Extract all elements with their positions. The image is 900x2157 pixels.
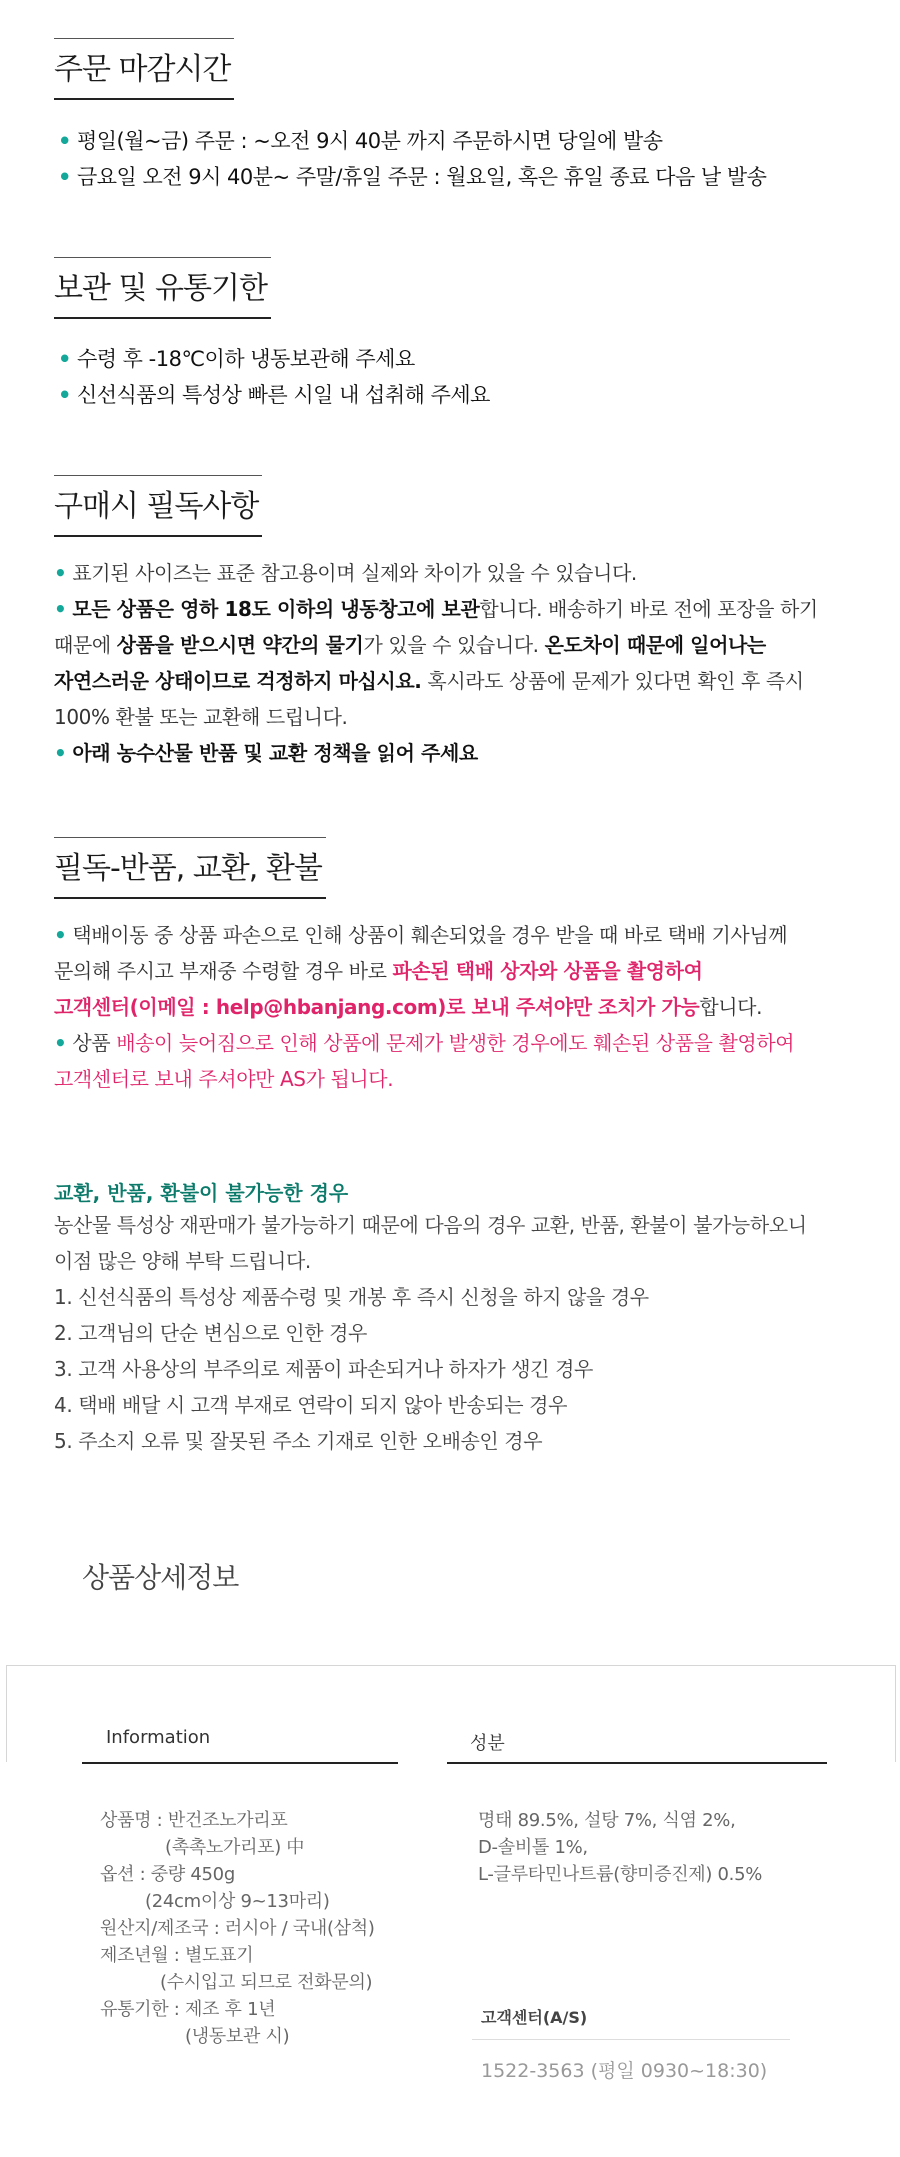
returns-text: 상품 bbox=[72, 1031, 117, 1055]
bullet-icon: • bbox=[54, 741, 67, 765]
no-return-item: 1. 신선식품의 특성상 제품수령 및 개봉 후 즉시 신청을 하지 않을 경우 bbox=[54, 1285, 649, 1309]
note-line bbox=[54, 663, 844, 699]
note-text: 혹시라도 상품에 문제가 있다면 확인 후 즉시 bbox=[421, 669, 804, 693]
returns-text: 합니다. bbox=[699, 995, 763, 1019]
product-detail-title: 상품상세정보 bbox=[82, 1561, 239, 1594]
purchase-notes-paragraph bbox=[54, 555, 844, 771]
returns-text: 택배이동 중 상품 파손으로 인해 상품이 훼손되었을 경우 받을 때 바로 택배 기사님께 bbox=[72, 923, 788, 947]
section-title-order-deadline: 주문 마감시간 bbox=[54, 44, 234, 100]
no-return-item: 4. 택배 배달 시 고객 부재로 연락이 되지 않아 반송되는 경우 bbox=[54, 1393, 568, 1417]
note-text: 표기된 사이즈는 표준 참고용이며 실제와 차이가 있을 수 있습니다. bbox=[72, 561, 637, 585]
bullet-icon: • bbox=[58, 383, 71, 407]
info-expiry: 유통기한 : 제조 후 1년 bbox=[100, 1999, 276, 2020]
returns-text-highlight: 배송이 늦어짐으로 인해 상품에 문제가 발생한 경우에도 훼손된 상품을 촬영하여 bbox=[116, 1031, 795, 1055]
returns-paragraph bbox=[54, 917, 844, 1097]
note-text: 합니다. 배송하기 바로 전에 포장을 하기 bbox=[479, 597, 818, 621]
bullet-icon: • bbox=[58, 165, 71, 189]
returns-line bbox=[54, 1061, 844, 1097]
section-title-returns: 필독-반품, 교환, 환불 bbox=[54, 843, 326, 899]
list-item-text: 신선식품의 특성상 빠른 시일 내 섭취해 주세요 bbox=[76, 383, 490, 407]
customer-center-divider bbox=[472, 2039, 790, 2040]
bullet-icon: • bbox=[54, 597, 67, 621]
note-line bbox=[54, 555, 844, 591]
ingredients-header: 성분 bbox=[470, 1733, 505, 1754]
section-title-storage: 보관 및 유통기한 bbox=[54, 263, 271, 319]
ingredient-line: D-솔비톨 1%, bbox=[478, 1837, 588, 1858]
note-text-bold: 상품을 받으시면 약간의 물기 bbox=[116, 633, 364, 657]
no-return-item: 2. 고객님의 단순 변심으로 인한 경우 bbox=[54, 1321, 367, 1345]
note-text-bold: 자연스러운 상태이므로 걱정하지 마십시요. bbox=[54, 669, 422, 693]
returns-text-highlight: 고객센터로 보내 주셔야만 AS가 됩니다. bbox=[54, 1067, 394, 1091]
list-item bbox=[58, 125, 663, 155]
returns-text: 문의해 주시고 부재중 수령할 경우 바로 bbox=[54, 959, 393, 983]
note-text-bold: 온도차이 때문에 일어나는 bbox=[544, 633, 766, 657]
list-item bbox=[58, 161, 766, 191]
information-header-rule bbox=[82, 1762, 398, 1764]
note-text: 때문에 bbox=[54, 633, 117, 657]
list-item-text: 평일(월~금) 주문 : ~오전 9시 40분 까지 주문하시면 당일에 발송 bbox=[76, 129, 663, 153]
list-item bbox=[58, 379, 490, 409]
bullet-icon: • bbox=[54, 923, 67, 947]
note-text: 100% 환불 또는 교환해 드립니다. bbox=[54, 705, 348, 729]
info-manufacture-date-sub: (수시입고 되므로 전화문의) bbox=[160, 1972, 373, 1993]
returns-line bbox=[54, 1025, 844, 1061]
information-header: Information bbox=[106, 1727, 211, 1748]
no-return-list bbox=[54, 1207, 844, 1459]
info-manufacture-date: 제조년월 : 별도표기 bbox=[100, 1945, 254, 1966]
section-title-purchase-notes: 구매시 필독사항 bbox=[54, 481, 262, 537]
ingredient-line: 명태 89.5%, 설탕 7%, 식염 2%, bbox=[478, 1810, 736, 1831]
ingredient-line: L-글루타민나트륨(향미증진제) 0.5% bbox=[478, 1864, 763, 1885]
no-return-heading: 교환, 반품, 환불이 불가능한 경우 bbox=[54, 1181, 349, 1205]
list-item-text: 수령 후 -18℃이하 냉동보관해 주세요 bbox=[76, 347, 415, 371]
no-return-intro: 농산물 특성상 재판매가 불가능하기 때문에 다음의 경우 교환, 반품, 환불이 불가능하오니 bbox=[54, 1213, 807, 1237]
note-text-bold: 모든 상품은 영하 18도 이하의 냉동창고에 보관 bbox=[72, 597, 480, 621]
returns-text-highlight: 파손된 택배 상자와 상품을 촬영하여 bbox=[392, 959, 703, 983]
info-product-name-sub: (촉촉노가리포) 中 bbox=[165, 1837, 305, 1858]
customer-center-phone: 1522-3563 (평일 0930~18:30) bbox=[481, 2060, 768, 2082]
bullet-icon: • bbox=[58, 347, 71, 371]
note-line bbox=[54, 591, 844, 627]
no-return-item: 5. 주소지 오류 및 잘못된 주소 기재로 인한 오배송인 경우 bbox=[54, 1429, 543, 1453]
list-item bbox=[58, 343, 415, 373]
list-item-text: 금요일 오전 9시 40분~ 주말/휴일 주문 : 월요일, 혹은 휴일 종료 다음 날 발송 bbox=[76, 165, 767, 189]
bullet-icon: • bbox=[54, 1031, 67, 1055]
no-return-item: 3. 고객 사용상의 부주의로 제품이 파손되거나 하자가 생긴 경우 bbox=[54, 1357, 593, 1381]
bullet-icon: • bbox=[54, 561, 67, 585]
customer-center-title: 고객센터(A/S) bbox=[481, 2008, 588, 2027]
note-line bbox=[54, 627, 844, 663]
returns-line bbox=[54, 989, 844, 1025]
note-line bbox=[54, 699, 844, 735]
info-option: 옵션 : 중량 450g bbox=[100, 1864, 235, 1885]
returns-text-highlight: 고객센터(이메일 : help@hbanjang.com)로 보내 주셔야만 조치가 가능 bbox=[54, 995, 700, 1019]
info-expiry-sub: (냉동보관 시) bbox=[185, 2026, 290, 2047]
note-text-bold: 아래 농수산물 반품 및 교환 정책을 읽어 주세요 bbox=[72, 741, 478, 765]
returns-line bbox=[54, 953, 844, 989]
bullet-icon: • bbox=[58, 129, 71, 153]
ingredients-header-rule bbox=[447, 1762, 827, 1764]
no-return-intro: 이점 많은 양해 부탁 드립니다. bbox=[54, 1249, 311, 1273]
note-text: 가 있을 수 있습니다. bbox=[363, 633, 545, 657]
returns-line bbox=[54, 917, 844, 953]
info-origin: 원산지/제조국 : 러시아 / 국내(삼척) bbox=[100, 1918, 375, 1939]
info-product-name: 상품명 : 반건조노가리포 bbox=[100, 1810, 288, 1831]
info-option-sub: (24cm이상 9~13마리) bbox=[145, 1891, 330, 1912]
note-line bbox=[54, 735, 844, 771]
